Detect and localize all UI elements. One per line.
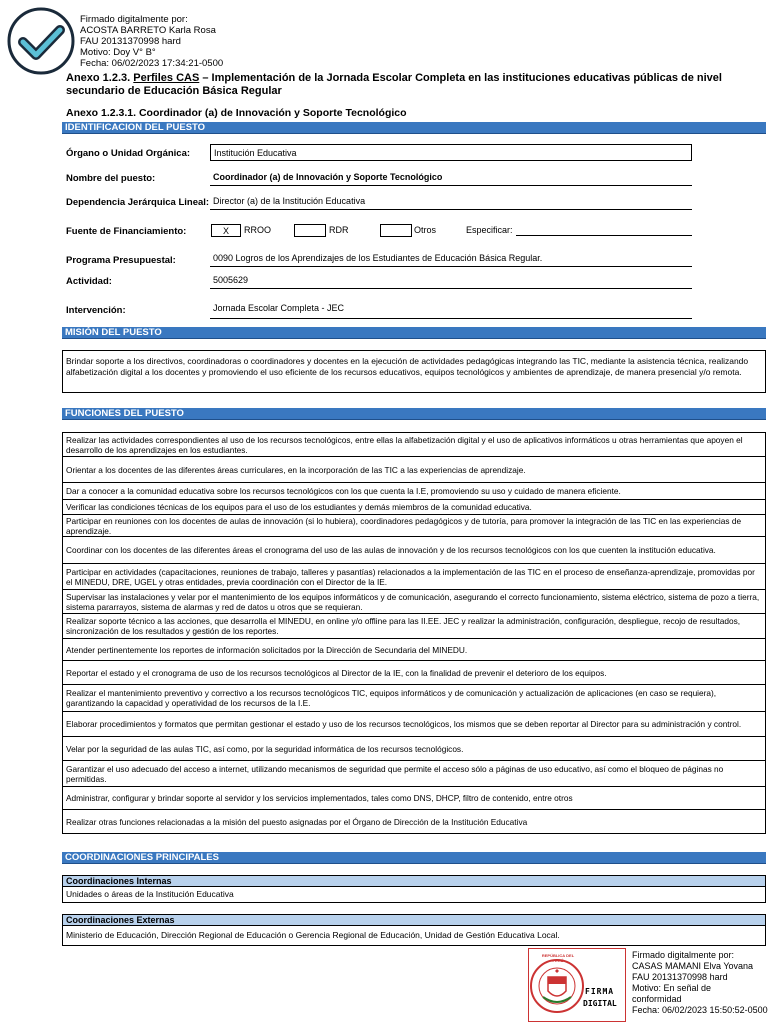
fuente-otros-checkbox[interactable] [380, 224, 412, 237]
seal-label-digital: DIGITAL [583, 999, 617, 1008]
function-row: Realizar soporte técnico a las acciones, que desarrolla el MINEDU, en online y/o offline para las II.EE. JEC y realizar la administración, configuración, despliegue, recojo de resultados, sincronización de los resultados y gestión de los reportes. [62, 614, 766, 639]
signature-line: ACOSTA BARRETO Karla Rosa [80, 25, 216, 36]
actividad-label: Actividad: [66, 276, 112, 287]
function-row: Realizar el mantenimiento preventivo y correctivo a los recursos tecnológicos TIC, equipos informáticos y de comunicación y actualización de aplicaciones (en caso se requiera), garantizando la capacidad y operatividad de los recursos de la I.E. [62, 685, 766, 712]
function-row: Reportar el estado y el cronograma de uso de los recursos tecnológicos al Director de la IE, con la finalidad de prevenir el deterioro de los equipos. [62, 661, 766, 685]
function-row: Participar en reuniones con los docentes de aulas de innovación (si lo hubiera), coordinadores pedagógicos y de tutoría, para promover la integración de las TIC en las experiencias de aprendizaje. [62, 515, 766, 537]
dependencia-field: Director (a) de la Institución Educativa [210, 193, 692, 210]
organo-label: Órgano o Unidad Orgánica: [66, 148, 191, 159]
function-row: Atender pertinentemente los reportes de información solicitados por la Dirección de Secundaria del MINEDU. [62, 639, 766, 661]
nombre-field: Coordinador (a) de Innovación y Soporte Tecnológico [210, 169, 692, 186]
annex-title-link[interactable]: Perfiles CAS [133, 72, 200, 84]
annex-title-rest: – Implementación de la Jornada Escolar Completa en las instituciones educativas públicas de nivel secundario de Educación Básica Regular [66, 72, 722, 97]
coordinaciones-externas-header: Coordinaciones Externas [62, 914, 766, 926]
fuente-especificar-line[interactable] [516, 235, 692, 236]
intervencion-field: Jornada Escolar Completa - JEC [210, 299, 692, 319]
coordinaciones-internas-header: Coordinaciones Internas [62, 875, 766, 887]
section-header-identificacion: IDENTIFICACION DEL PUESTO [62, 122, 766, 134]
signature-line: Firmado digitalmente por: [632, 950, 735, 960]
intervencion-label: Intervención: [66, 305, 126, 316]
function-row: Realizar las actividades correspondientes al uso de los recursos tecnológicos, entre ellas la alfabetización digital y el uso de aplicativos informáticos u otras herramientas que apoyen el desarrollo de los aprendizajes en los estudiantes. [62, 433, 766, 457]
signature-line: FAU 20131370998 hard [632, 972, 728, 982]
annex-title-prefix: Anexo 1.2.3. [66, 72, 134, 84]
fuente-rdr-checkbox[interactable] [294, 224, 326, 237]
fuente-otros-label: Otros [414, 225, 437, 235]
section-header-funciones: FUNCIONES DEL PUESTO [62, 408, 766, 420]
coordinaciones-externas-value: Ministerio de Educación, Dirección Regional de Educación o Gerencia Regional de Educación, Unidad de Gestión Educativa Local. [62, 926, 766, 946]
coordinaciones-internas-value: Unidades o áreas de la Institución Educativa [62, 887, 766, 903]
function-row: Velar por la seguridad de las aulas TIC, así como, por la seguridad informática de los recursos tecnológicos. [62, 737, 766, 761]
fuente-rroo-checkbox[interactable]: X [211, 224, 241, 237]
annex-subtitle: Anexo 1.2.3.1. Coordinador (a) de Innovación y Soporte Tecnológico [66, 107, 407, 119]
dependencia-label: Dependencia Jerárquica Lineal: [66, 197, 210, 208]
signature-line: Motivo: Doy V° B° [80, 47, 156, 58]
function-row: Elaborar procedimientos y formatos que permitan gestionar el estado y uso de los recursos tecnológicos, los mismos que se deben reportar al Director para su administración y control. [62, 712, 766, 737]
fuente-rdr-label: RDR [329, 225, 349, 235]
function-row: Participar en actividades (capacitaciones, reuniones de trabajo, talleres y pasantías) relacionados a la implementación de las TIC en el proceso de enseñanza-aprendizaje, promovidas por el MINEDU, DRE, UGEL y otras entidades, previa coordinación con el Director de la IE. [62, 564, 766, 590]
digital-signature-top [80, 14, 223, 69]
signature-check-icon [6, 6, 76, 76]
signature-line: Fecha: 06/02/2023 15:50:52-0500 [632, 1005, 768, 1015]
programa-field: 0090 Logros de los Aprendizajes de los Estudiantes de Educación Básica Regular. [210, 250, 692, 267]
seal-ring-text: REPÚBLICA DEL PERÚ [541, 953, 575, 963]
annex-title [66, 72, 760, 98]
section-header-coordinaciones: COORDINACIONES PRINCIPALES [62, 852, 766, 864]
function-row: Garantizar el uso adecuado del acceso a internet, utilizando mecanismos de seguridad que permite el acceso sólo a páginas de uso educativo, así como el bloqueo de páginas no permitidas. [62, 761, 766, 787]
signature-line: FAU 20131370998 hard [80, 36, 181, 47]
signature-line: Motivo: En señal de [632, 983, 712, 993]
function-row: Supervisar las instalaciones y velar por el mantenimiento de los equipos informáticos y de comunicación, asegurando el correcto funcionamiento, sistema eléctrico, sistema de pozo a tierra, sistema pararrayos, sistema de alarmas y red de datos u otros que se requieran. [62, 590, 766, 614]
programa-label: Programa Presupuestal: [66, 255, 176, 266]
digital-signature-seal [528, 948, 626, 1022]
signature-line: conformidad [632, 994, 682, 1004]
function-row: Administrar, configurar y brindar soporte al servidor y los servicios implementados, tales como DNS, DHCP, filtro de contenido, entre otros [62, 787, 766, 810]
function-row: Orientar a los docentes de las diferentes áreas curriculares, en la incorporación de las TIC a las experiencias de aprendizaje. [62, 457, 766, 483]
fuente-especificar-label: Especificar: [466, 225, 513, 235]
signature-line: Firmado digitalmente por: [80, 14, 188, 25]
mission-text: Brindar soporte a los directivos, coordinadoras o coordinadores y docentes en la ejecución de actividades pedagógicas integrando las TIC, mediante la asistencia técnica, realizando alfabetización digital a los docentes y promoviendo el uso eficiente de los recursos educativos, equipos tecnológicos y ambientes de aprendizaje, de manera presencial y/o remota. [62, 350, 766, 393]
function-row: Dar a conocer a la comunidad educativa sobre los recursos tecnológicos con los que cuenta la I.E, promoviendo su uso y cuidado de manera eficiente. [62, 483, 766, 500]
function-row: Coordinar con los docentes de las diferentes áreas el cronograma del uso de las aulas de innovación y de los recursos tecnológicos con los que cuenten la institución educativa. [62, 537, 766, 564]
digital-signature-bottom [632, 950, 768, 1016]
section-header-mision: MISIÓN DEL PUESTO [62, 327, 766, 339]
seal-label-firma: FIRMA [585, 987, 615, 996]
nombre-label: Nombre del puesto: [66, 173, 156, 184]
signature-line: Fecha: 06/02/2023 17:34:21-0500 [80, 58, 224, 69]
function-row: Verificar las condiciones técnicas de los equipos para el uso de los estudiantes y demás miembros de la comunidad educativa. [62, 500, 766, 515]
function-row: Realizar otras funciones relacionadas a la misión del puesto asignadas por el Órgano de Dirección de la Institución Educativa [62, 810, 766, 834]
fuente-label: Fuente de Financiamiento: [66, 226, 187, 237]
signature-line: CASAS MAMANI Elva Yovana [632, 961, 754, 971]
organo-field: Institución Educativa [210, 144, 692, 161]
functions-table [62, 432, 766, 834]
fuente-rroo-label: RROO [244, 225, 271, 235]
actividad-field: 5005629 [210, 272, 692, 289]
